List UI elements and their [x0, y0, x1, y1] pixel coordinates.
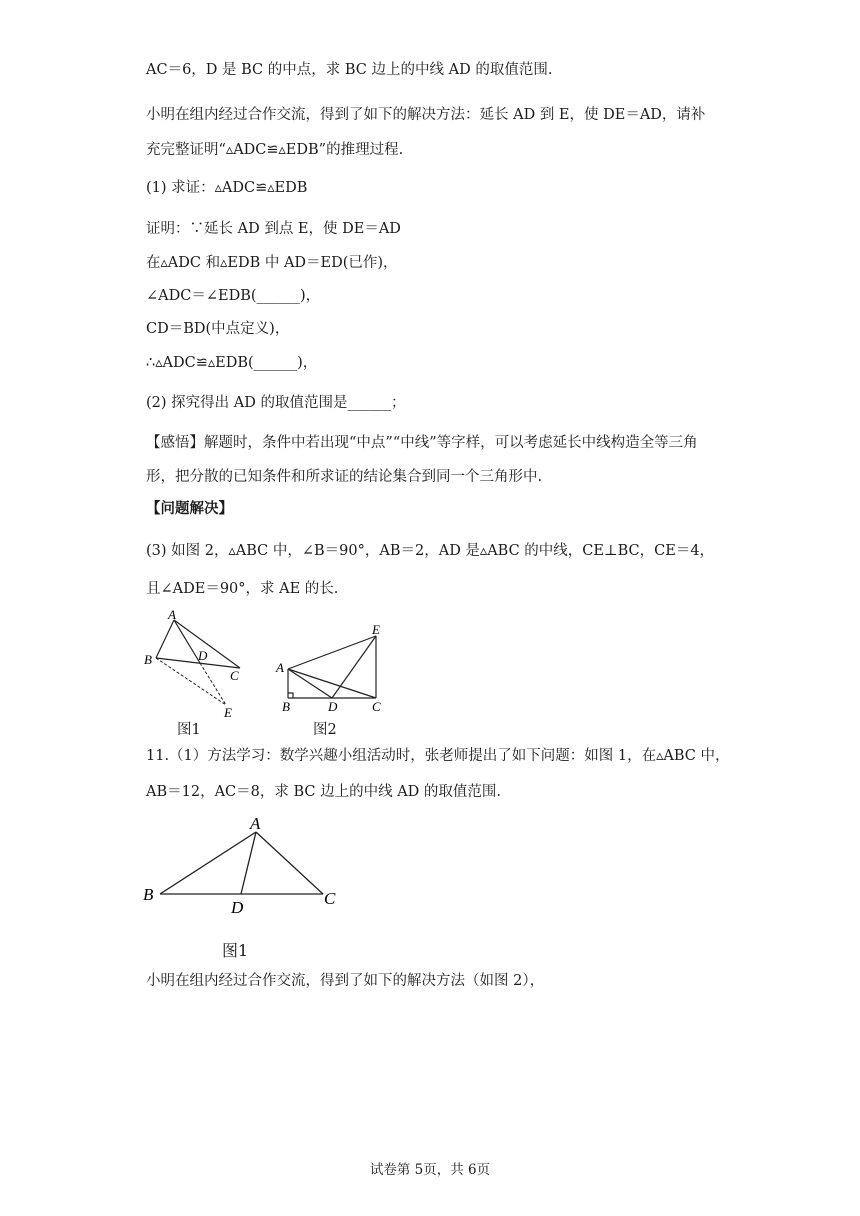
insight-line-1: 【感悟】解题时，条件中若出现“中点”“中线”等字样，可以考虑延长中线构造全等三角 [146, 435, 698, 451]
text-line-3: 充完整证明“▵ADC≌▵EDB”的推理过程. [146, 142, 404, 158]
proof-line-5: ∴▵ADC≌▵EDB(______)， [146, 355, 318, 371]
question-part-1: (1) 求证：▵ADC≌▵EDB [146, 180, 308, 196]
question-11-line-1: 11.（1）方法学习：数学兴趣小组活动时，张老师提出了如下问题：如图 1，在▵ABC 中， [146, 748, 730, 764]
page-footer: 试卷第 5页，共 6页 [369, 1162, 491, 1178]
fig2-label-b: B [282, 699, 290, 714]
proof-line-4: CD＝BD(中点定义)， [146, 321, 290, 337]
fig1-label-a: A [168, 607, 176, 622]
figure-1-large [140, 812, 350, 917]
figure-2-caption: 图2 [313, 722, 337, 738]
fig1-large-label-b: B [143, 885, 154, 904]
fig1-large-label-a: A [250, 814, 261, 833]
fig1-large-label-c: C [324, 889, 336, 908]
question-11-line-2: AB＝12，AC＝8，求 BC 边上的中线 AD 的取值范围. [146, 784, 502, 800]
insight-line-2: 形，把分散的已知条件和所求证的结论集合到同一个三角形中. [146, 469, 543, 485]
question-part-3: (3) 如图 2，▵ABC 中，∠B＝90°，AB＝2，AD 是▵ABC 的中线，CE⊥BC，CE＝4， [146, 543, 715, 559]
fig2-label-d: D [328, 699, 338, 714]
question-11-line-3: 小明在组内经过合作交流，得到了如下的解决方法（如图 2）， [146, 973, 545, 989]
proof-line-1: 证明：∵延长 AD 到点 E，使 DE＝AD [146, 221, 401, 237]
section-heading: 【问题解决】 [146, 500, 233, 517]
proof-line-2: 在▵ADC 和▵EDB 中 AD＝ED(已作)， [146, 255, 398, 271]
figure-1-small [140, 606, 250, 721]
fig1-label-c: C [230, 668, 239, 683]
figure-1-caption: 图1 [177, 722, 201, 738]
fig1-label-e: E [224, 705, 232, 720]
text-line-2: 小明在组内经过合作交流，得到了如下的解决方法：延长 AD 到 E，使 DE＝AD，请补 [146, 107, 706, 123]
figure-1-large-caption: 图1 [222, 941, 249, 960]
fig2-label-c: C [372, 699, 381, 714]
text-line-1: AC＝6，D 是 BC 的中点，求 BC 边上的中线 AD 的取值范围. [146, 62, 553, 78]
fig2-label-e: E [372, 622, 380, 637]
figure-2-small [268, 614, 398, 714]
question-part-2: (2) 探究得出 AD 的取值范围是______； [146, 395, 406, 411]
fig1-label-b: B [144, 652, 152, 667]
fig1-large-label-d: D [231, 898, 244, 917]
fig2-label-a: A [276, 660, 284, 675]
question-part-3-cont: 且∠ADE＝90°，求 AE 的长. [146, 581, 339, 597]
proof-line-3: ∠ADC＝∠EDB(______)， [146, 288, 321, 304]
fig1-label-d: D [198, 648, 208, 663]
